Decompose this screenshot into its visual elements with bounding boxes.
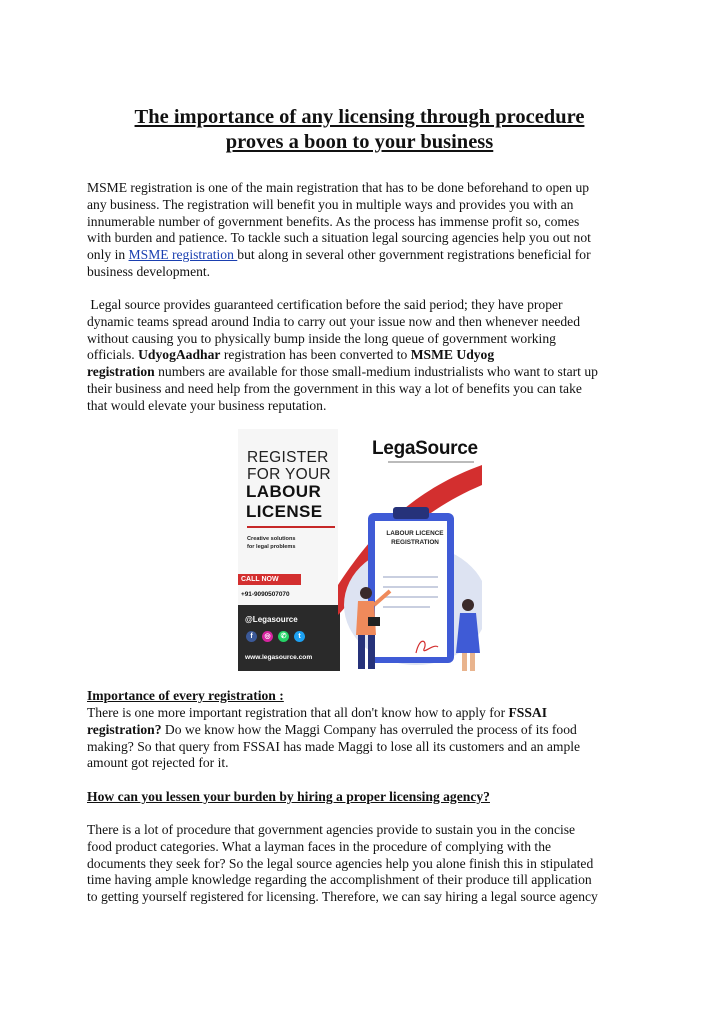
text-line: to getting yourself registered for licensing. Therefore, we can say hiring a legal source agency (87, 889, 598, 905)
banner-illustration (338, 465, 482, 671)
text-line: without causing you to physically bump inside the long queue of government working (87, 330, 556, 346)
banner-tagline-2: for legal problems (247, 544, 296, 550)
text-span: Do we know how the Maggi Company has overruled the process of its food (161, 721, 577, 737)
logo-underline (388, 461, 474, 463)
title-line-2: proves a boon to your business (225, 131, 494, 153)
laptop-shape (368, 617, 380, 626)
person-right-dress (456, 613, 480, 653)
clipboard-label-1: LABOUR LICENCE (386, 530, 444, 537)
labour-license-banner (238, 429, 482, 671)
banner-register-text (247, 449, 331, 483)
text-line: making? So that query from FSSAI has made Maggi to lose all its customers and an ample (87, 738, 581, 754)
banner-phone: +91-9090507070 (241, 591, 290, 598)
text-span: numbers are available for those small-medium industrialists who want to start up (154, 364, 598, 380)
banner-labour-license-text (246, 482, 322, 522)
text-line: documents they seek for? So the legal source agencies help you alone finish this in stipulated (87, 855, 594, 871)
text-line: There is a lot of procedure that government agencies provide to sustain you in the concise (87, 822, 576, 837)
banner-register: REGISTER (247, 449, 329, 466)
banner-for-your: FOR YOUR (247, 466, 331, 483)
text-line: their business and need help from the government in this way a lot of benefits you can take (87, 380, 582, 396)
text-line: business development. (87, 263, 211, 279)
bold-term-msme-udyog: MSME Udyog (410, 347, 495, 363)
text-line (87, 705, 647, 722)
paragraph-msme-intro (87, 180, 647, 281)
banner-handle: @Legasource (245, 615, 298, 624)
text-line: Legal source provides guaranteed certification before the said period; they have proper (87, 297, 563, 312)
text-line (87, 722, 647, 739)
text-line: food product categories. What a layman faces in the procedure of complying with the (87, 838, 552, 854)
text-span: registration has been converted to (220, 347, 411, 363)
text-line: time having ample knowledge regarding the accomplishment of their produce till application (87, 872, 592, 888)
clipboard-label (378, 529, 452, 547)
banner-license: LICENSE (246, 502, 323, 521)
text-span: There is one more important registration that all don't know how to apply for (87, 705, 509, 720)
bold-term-fssai: FSSAI (508, 705, 548, 720)
text-line: MSME registration is one of the main registration that has to be done beforehand to open up (87, 180, 590, 195)
clipboard-clip (393, 507, 429, 519)
banner-tagline (247, 535, 296, 551)
twitter-icon: t (294, 631, 305, 642)
text-line (87, 347, 647, 364)
text-line: amount got rejected for it. (87, 755, 229, 771)
bold-term-udyogaadhar: UdyogAadhar (138, 347, 221, 363)
paragraph-legal-source (87, 297, 647, 415)
banner-tagline-1: Creative solutions (247, 536, 296, 542)
text-line: that would elevate your business reputation. (87, 397, 327, 413)
section-heading-importance: Importance of every registration : (87, 688, 284, 703)
text-line: any business. The registration will benefit you in multiple ways and provides you with an (87, 196, 574, 212)
whatsapp-icon: ✆ (278, 631, 289, 642)
facebook-icon: f (246, 631, 257, 642)
section-heading-burden: How can you lessen your burden by hiring a proper licensing agency? (87, 789, 490, 804)
banner-labour: LABOUR (246, 482, 322, 501)
person-right-head (462, 599, 474, 611)
text-span: officials. (87, 347, 139, 363)
text-line (87, 247, 647, 264)
text-line: with burden and patience. To tackle such a situation legal sourcing agencies help you out not (87, 230, 591, 246)
text-line (87, 364, 647, 381)
text-line: innumerable number of government benefits. As the process has immense profit so, comes (87, 213, 580, 229)
legasource-logo: LegaSource (372, 438, 478, 459)
paragraph-licensing-agency (87, 822, 647, 906)
clipboard-label-2: REGISTRATION (391, 539, 439, 546)
banner-website: www.legasource.com (245, 654, 313, 661)
bold-term-registration: registration (87, 364, 155, 380)
call-now-badge: CALL NOW (238, 574, 301, 585)
page-title (70, 105, 649, 155)
text-line: dynamic teams spread around India to carry out your issue now and then whenever needed (87, 313, 580, 329)
msme-registration-link[interactable]: MSME registration (128, 247, 238, 263)
title-line-1: The importance of any licensing through procedure (134, 106, 585, 128)
banner-divider (247, 526, 335, 528)
instagram-icon: ◎ (262, 631, 273, 642)
text-span: but along in several other government registrations beneficial for (237, 247, 591, 263)
paragraph-fssai (87, 705, 647, 772)
person-left-head (360, 587, 372, 599)
bold-term-registration: registration? (87, 721, 162, 737)
text-span: only in (87, 247, 129, 263)
